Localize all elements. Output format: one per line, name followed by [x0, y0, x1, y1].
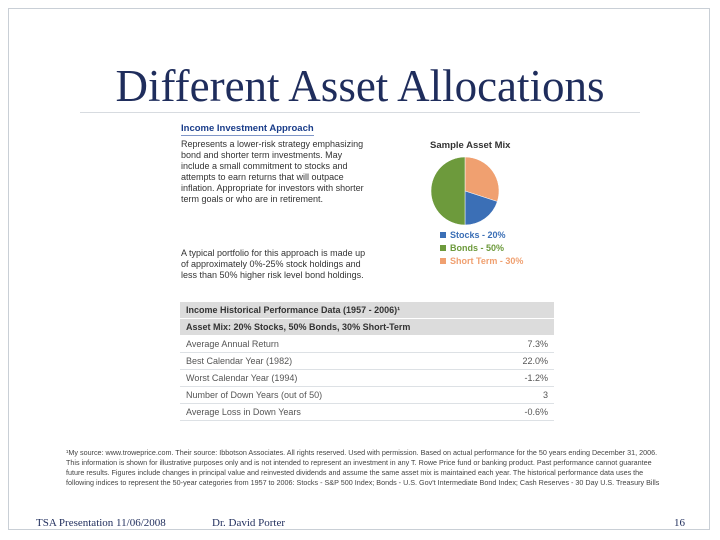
source-footnote: ¹My source: www.troweprice.com. Their source: Ibbotson Associates. All rights reserved. Used with permission. Based on actual performance for the 50 years ending December 31, 2006. This information is shown for illustrative purposes only and is not intended to represent an investment in any T. Rowe Price fund or banking product. Past performance cannot guarantee future results. Figures include changes in principal value and reinvested dividends and assume the same asset mix is maintained each year. The historical performance data uses the following indices to represent the 50-year categories from 1957 to 2006: Stocks - S&P 500 Index; Bonds - U.S. Gov't Intermediate Bond Index; Cash Reserves - 30 Day U.S. Treasury Bills	[66, 448, 660, 487]
legend-label: Bonds - 50%	[450, 242, 505, 253]
row-label: Worst Calendar Year (1994)	[180, 370, 478, 387]
slide-title: Different Asset Allocations	[115, 61, 605, 111]
asset-mix-title: Sample Asset Mix	[430, 140, 511, 151]
legend-swatch	[440, 232, 446, 238]
asset-mix-legend	[440, 228, 523, 267]
row-label: Average Annual Return	[180, 336, 478, 353]
table-row	[180, 370, 554, 387]
legend-item-bonds	[440, 241, 523, 254]
footer-presenter: Dr. David Porter	[212, 517, 286, 529]
row-value: -1.2%	[478, 370, 554, 387]
table-header-row	[180, 302, 554, 319]
asset-mix-header: Asset Mix: 20% Stocks, 50% Bonds, 30% Short-Term	[180, 319, 554, 336]
row-value: -0.6%	[478, 404, 554, 421]
legend-item-stocks	[440, 228, 523, 241]
table-row	[180, 387, 554, 404]
table-row	[180, 404, 554, 421]
performance-table	[180, 302, 554, 421]
footer-presentation: TSA Presentation 11/06/2008	[36, 517, 166, 529]
table-header-row	[180, 319, 554, 336]
table-row	[180, 353, 554, 370]
asset-mix-pie	[430, 156, 500, 226]
allocation-panel	[178, 118, 555, 440]
legend-swatch	[440, 245, 446, 251]
row-label: Number of Down Years (out of 50)	[180, 387, 478, 404]
row-value: 3	[478, 387, 554, 404]
row-label: Best Calendar Year (1982)	[180, 353, 478, 370]
row-label: Average Loss in Down Years	[180, 404, 478, 421]
performance-header: Income Historical Performance Data (1957 - 2006)¹	[180, 302, 554, 319]
footer-page-number: 16	[674, 517, 685, 529]
table-row	[180, 336, 554, 353]
approach-description: Represents a lower-risk strategy emphasizing bond and shorter term investments. May include a small commitment to stocks and attempts to earn returns that will outpace inflation. Appropriate for investors with shorter term goals or who are in retirement.	[181, 139, 364, 204]
approach-title: Income Investment Approach	[181, 123, 314, 134]
row-value: 22.0%	[478, 353, 554, 370]
legend-label: Stocks - 20%	[450, 229, 506, 240]
approach-portfolio: A typical portfolio for this approach is made up of approximately 0%-25% stock holdings and less than 50% higher risk level bond holdings.	[181, 248, 366, 280]
row-value: 7.3%	[478, 336, 554, 353]
pie-slice-bonds	[431, 157, 465, 225]
legend-swatch	[440, 258, 446, 264]
title-divider	[80, 112, 640, 113]
legend-label: Short Term - 30%	[450, 255, 524, 266]
legend-item-short-term	[440, 254, 523, 267]
